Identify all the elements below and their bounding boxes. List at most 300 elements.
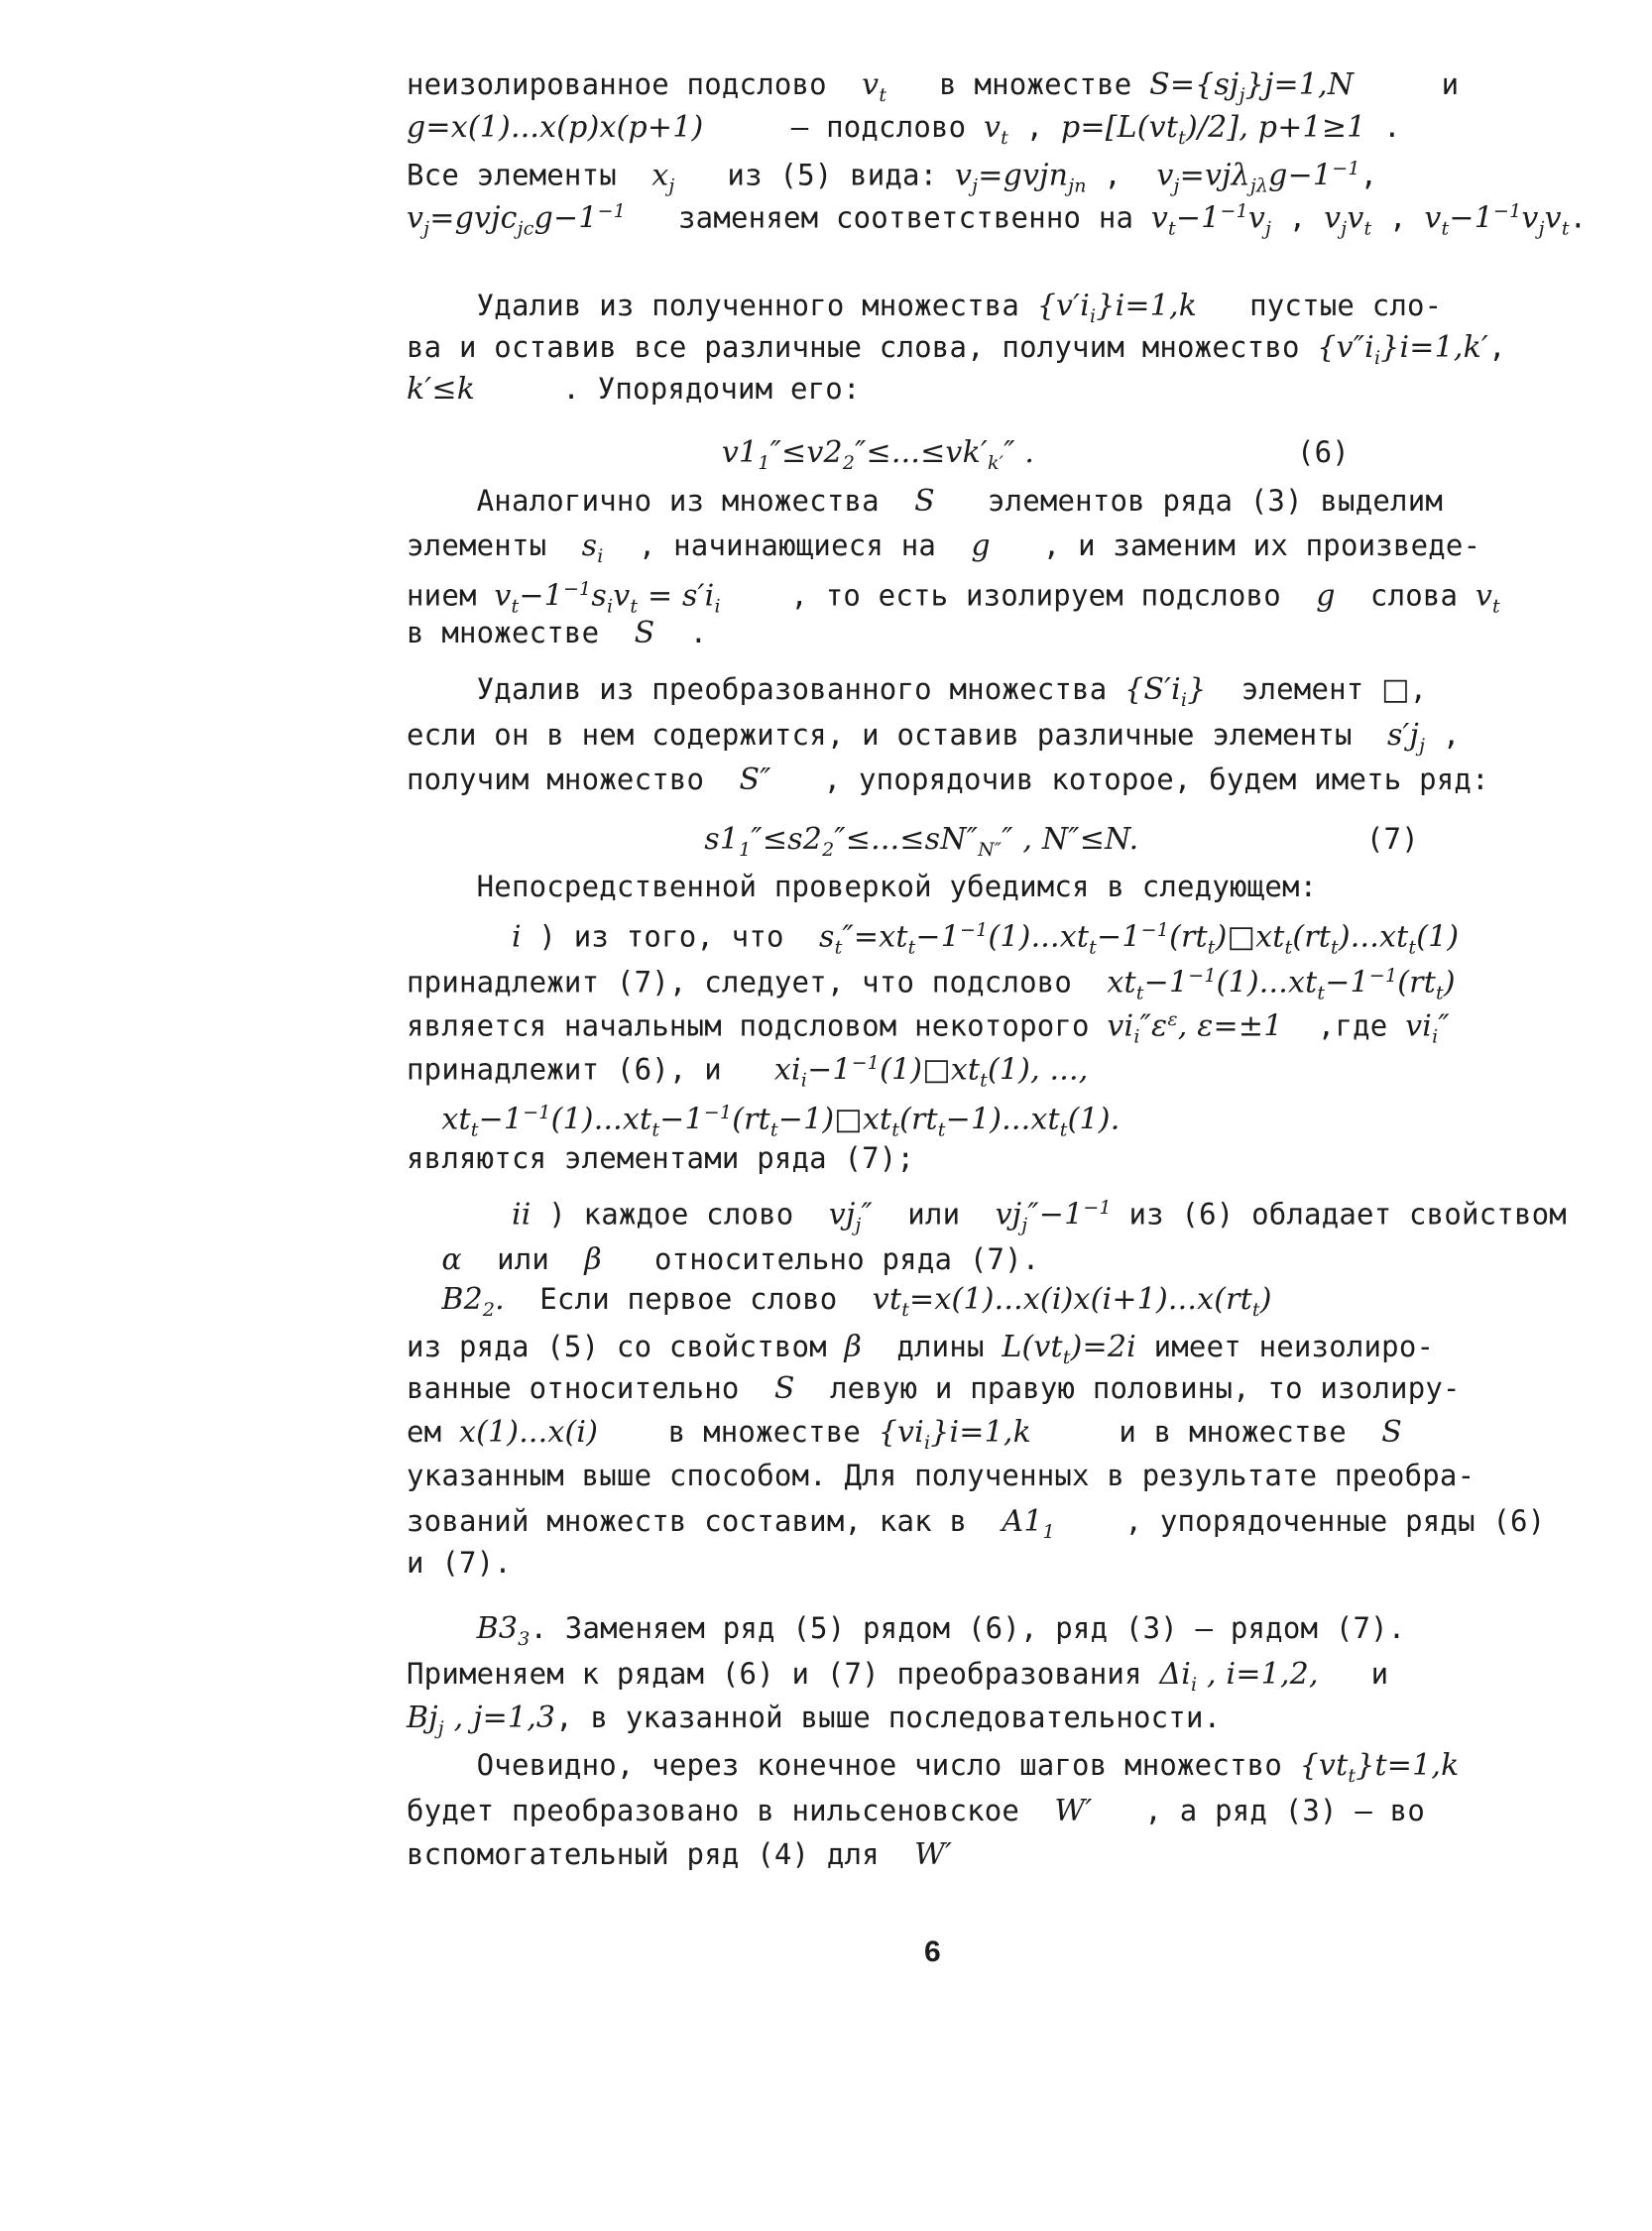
text-fragment bbox=[407, 1198, 512, 1232]
text-fragment: , упорядоченные ряды (6) bbox=[1054, 1504, 1546, 1538]
formula-fragment: (1), ..., bbox=[987, 1052, 1089, 1088]
text-fragment: , bbox=[1488, 330, 1506, 364]
subscript: t bbox=[907, 936, 916, 959]
subscript: t bbox=[1331, 936, 1339, 959]
formula-fragment: ″ bbox=[1139, 1008, 1152, 1044]
formula-fragment: j bbox=[1409, 718, 1420, 753]
text-fragment: и bbox=[1354, 67, 1460, 101]
text-fragment: пустые сло- bbox=[1197, 289, 1443, 322]
formula-fragment: v bbox=[407, 200, 424, 236]
text-fragment: . bbox=[654, 616, 708, 649]
text-fragment: из (6) обладает свойством bbox=[1111, 1197, 1567, 1232]
subscript: t bbox=[1168, 217, 1176, 240]
formula-fragment: j bbox=[1011, 1197, 1022, 1233]
formula-fragment: ″ bbox=[1027, 1197, 1039, 1233]
text-fragment: относительно ряда (7). bbox=[601, 1242, 1040, 1276]
formula-fragment: (r bbox=[732, 1102, 759, 1137]
superscript: −1 bbox=[1188, 965, 1217, 987]
formula-fragment: −1 bbox=[1175, 200, 1221, 236]
subscript: 3 bbox=[518, 1627, 531, 1650]
formula-fragment: t bbox=[895, 919, 908, 955]
formula-fragment: i bbox=[704, 578, 715, 614]
formula-fragment: −1 bbox=[519, 578, 563, 614]
subscript: i bbox=[1133, 1025, 1140, 1048]
text-line bbox=[407, 1138, 914, 1178]
subscript: t bbox=[1435, 982, 1444, 1004]
subscript: t bbox=[1089, 936, 1098, 959]
formula-fragment: =gv bbox=[429, 200, 492, 236]
subscript: j bbox=[437, 1716, 444, 1739]
text-line bbox=[407, 1543, 512, 1583]
formula-fragment: = s′ bbox=[638, 578, 705, 614]
formula-fragment: }i=1,k bbox=[1096, 289, 1198, 323]
formula-fragment: 2 bbox=[823, 435, 843, 470]
text-fragment: получим множество bbox=[407, 763, 740, 796]
formula-fragment: v bbox=[995, 1197, 1012, 1233]
formula-fragment: S bbox=[1381, 1415, 1403, 1450]
text-fragment: ва и оставив все различные слова, получим множество bbox=[407, 330, 1318, 364]
formula-fragment: (1)...x bbox=[1216, 965, 1306, 1000]
text-fragment: вспомогательный ряд (4) для bbox=[407, 1837, 915, 1871]
text-fragment: . bbox=[1365, 110, 1401, 144]
subscript: t bbox=[630, 595, 639, 618]
subscript: t bbox=[1348, 1764, 1357, 1787]
subscript: t bbox=[651, 1118, 660, 1141]
formula-fragment: (1)...x bbox=[988, 919, 1077, 955]
formula-fragment: 1 bbox=[1023, 1504, 1043, 1539]
text-fragment: в множестве bbox=[886, 67, 1150, 101]
formula-fragment: ″≤...≤s bbox=[834, 822, 941, 857]
formula-fragment: , j=1,3 bbox=[443, 1701, 556, 1735]
formula-fragment: ″≤...≤v bbox=[855, 435, 963, 470]
text-fragment: заменяем соответственно на bbox=[626, 200, 1151, 235]
formula-fragment: −1 bbox=[478, 1102, 524, 1137]
subscript: j bbox=[1173, 175, 1180, 197]
superscript: −1 bbox=[1220, 200, 1248, 222]
formula-fragment: v bbox=[1544, 200, 1562, 236]
superscript: ε bbox=[1167, 1008, 1178, 1030]
text-fragment: если он в нем содержится, и оставив различные элементы bbox=[407, 718, 1387, 752]
text-fragment: является начальным подсловом некоторого bbox=[407, 1008, 1108, 1043]
subscript: t bbox=[879, 83, 887, 106]
text-line bbox=[407, 1791, 1425, 1831]
formula-fragment: v bbox=[955, 158, 973, 193]
text-fragment: в множестве bbox=[407, 616, 635, 649]
subscript: t bbox=[1062, 1346, 1071, 1368]
formula-fragment: ″≤v bbox=[769, 435, 824, 470]
subscript: N″ bbox=[978, 838, 1003, 861]
formula-fragment: jλ bbox=[1222, 158, 1250, 193]
text-fragment: левую и правую половины, то изолиру- bbox=[794, 1371, 1461, 1405]
formula-fragment: t bbox=[1123, 965, 1136, 1000]
formula-fragment: B bbox=[476, 1611, 499, 1646]
subscript: 2 bbox=[842, 451, 856, 474]
text-fragment: длины bbox=[862, 1330, 1003, 1363]
text-line bbox=[407, 613, 707, 653]
formula-fragment: s bbox=[704, 822, 720, 857]
formula-fragment: i bbox=[1181, 1657, 1192, 1692]
subscript: i bbox=[1373, 346, 1381, 369]
formula-fragment: t bbox=[1165, 110, 1179, 145]
subscript: t bbox=[1408, 936, 1417, 959]
superscript: −1 bbox=[1492, 200, 1522, 222]
superscript: −1 bbox=[597, 200, 627, 222]
formula-fragment: g bbox=[533, 200, 553, 236]
text-fragment: будет преобразовано в нильсеновское bbox=[407, 1794, 1055, 1827]
formula-fragment: −1 bbox=[807, 1052, 852, 1088]
formula-fragment: i bbox=[914, 1415, 924, 1450]
superscript: −1 bbox=[703, 1102, 733, 1123]
formula-fragment: t bbox=[1336, 1748, 1349, 1783]
text-fragment: нием bbox=[407, 578, 495, 613]
text-line bbox=[407, 1279, 1272, 1330]
formula-fragment: jc bbox=[491, 200, 518, 236]
subscript: i bbox=[1191, 1673, 1198, 1696]
formula-fragment: p=[L(v bbox=[1061, 110, 1166, 145]
text-line bbox=[407, 1456, 1475, 1495]
text-fragment: . Заменяем ряд (5) рядом (6), ряд (3) – рядом (7). bbox=[530, 1611, 1406, 1645]
formula-fragment: t bbox=[458, 1102, 471, 1137]
text-fragment: , bbox=[1425, 718, 1461, 752]
formula-fragment: k′≤k bbox=[407, 372, 476, 407]
formula-fragment: k′ bbox=[962, 435, 988, 470]
text-fragment: – подслово bbox=[703, 110, 985, 144]
text-line bbox=[407, 481, 1443, 522]
text-fragment: из ряда (5) со свойством bbox=[407, 1330, 845, 1363]
subscript: 1 bbox=[739, 838, 752, 861]
text-fragment bbox=[407, 822, 704, 856]
formula-fragment: (1). bbox=[1067, 1102, 1121, 1137]
text-fragment bbox=[407, 435, 722, 469]
formula-fragment: β bbox=[844, 1330, 863, 1364]
text-fragment: принадлежит (7), следует, что подслово bbox=[407, 965, 1108, 999]
subscript: j bbox=[1239, 83, 1245, 106]
formula-fragment: L(v bbox=[1002, 1330, 1051, 1364]
text-fragment: , bbox=[1271, 200, 1325, 235]
formula-fragment: 1 bbox=[719, 822, 740, 857]
formula-fragment: ″≤s bbox=[751, 822, 803, 857]
text-fragment: Если первое слово bbox=[504, 1282, 873, 1316]
subscript: j bbox=[855, 1214, 862, 1236]
formula-fragment: x(1)...x(i) bbox=[458, 1415, 599, 1450]
formula-fragment: −1 bbox=[1287, 158, 1333, 193]
text-line bbox=[407, 1043, 1089, 1100]
subscript: t bbox=[1317, 982, 1326, 1004]
text-fragment: ,где bbox=[1282, 1008, 1406, 1043]
formula-fragment: i bbox=[1080, 289, 1090, 323]
formula-fragment: t bbox=[758, 1102, 770, 1137]
formula-fragment: t bbox=[1195, 919, 1208, 955]
text-fragment: Очевидно, через конечное число шагов множество bbox=[407, 1748, 1300, 1782]
text-line bbox=[407, 1368, 1461, 1409]
formula-fragment: )□x bbox=[1215, 919, 1273, 955]
superscript: −1 bbox=[1083, 1197, 1112, 1219]
formula-fragment: , i=1,2, bbox=[1197, 1657, 1319, 1692]
formula-fragment: S bbox=[634, 616, 655, 650]
formula-fragment: )...x bbox=[1338, 919, 1397, 955]
formula-fragment: g=x(1)...x(p)x(p+1) bbox=[407, 110, 704, 145]
subscript: t bbox=[901, 1298, 910, 1321]
formula-fragment: S bbox=[914, 484, 935, 519]
formula-fragment: v bbox=[1475, 578, 1493, 614]
subscript: t bbox=[937, 1118, 946, 1141]
superscript: −1 bbox=[562, 578, 592, 600]
formula-fragment: v bbox=[494, 578, 512, 614]
text-fragment: принадлежит (6), и bbox=[407, 1052, 774, 1087]
text-fragment: ем bbox=[407, 1415, 459, 1449]
subscript: j bbox=[1021, 1214, 1028, 1236]
text-fragment: . Упорядочим его: bbox=[475, 372, 861, 406]
text-fragment: , в указанной выше последовательности. bbox=[555, 1701, 1222, 1734]
formula-fragment: (1)...x bbox=[550, 1102, 641, 1137]
subscript: t bbox=[1492, 595, 1500, 618]
subscript: j bbox=[972, 175, 979, 197]
text-fragment: слова bbox=[1335, 578, 1475, 613]
formula-fragment: x bbox=[441, 1102, 459, 1137]
formula-fragment: v bbox=[613, 578, 631, 614]
formula-fragment: N″ bbox=[940, 822, 979, 857]
formula-fragment: v bbox=[872, 1282, 889, 1317]
formula-fragment: j bbox=[845, 1197, 856, 1233]
subscript: j bbox=[1265, 217, 1272, 240]
formula-fragment: Δ bbox=[1159, 1657, 1182, 1692]
superscript: −1 bbox=[960, 919, 989, 941]
text-line bbox=[407, 1239, 1039, 1280]
text-fragment: или bbox=[461, 1242, 585, 1276]
subscript: t bbox=[1284, 936, 1293, 959]
formula-fragment: −1 bbox=[1449, 200, 1493, 236]
formula-fragment: 3 bbox=[498, 1611, 519, 1646]
subscript: i bbox=[1090, 304, 1097, 327]
text-fragment: неизолированное подслово bbox=[407, 67, 863, 101]
formula-fragment: {S′ bbox=[1124, 672, 1172, 707]
formula-fragment: (1)□x bbox=[880, 1052, 968, 1088]
superscript: −1 bbox=[523, 1102, 551, 1123]
text-line bbox=[407, 867, 1317, 906]
formula-fragment: s bbox=[591, 578, 607, 614]
text-fragment: и bbox=[1318, 1657, 1389, 1691]
text-fragment: , и заменим их произведе- bbox=[990, 528, 1481, 562]
formula-fragment: t bbox=[967, 1052, 981, 1088]
formula-fragment: β bbox=[584, 1242, 602, 1277]
formula-fragment: B bbox=[407, 1701, 429, 1735]
formula-fragment: ii bbox=[511, 1197, 531, 1233]
formula-fragment: }i=1,k bbox=[930, 1415, 1032, 1450]
formula-fragment: }j=1,N bbox=[1244, 67, 1355, 102]
superscript: −1 bbox=[1140, 919, 1170, 941]
text-line bbox=[407, 1608, 1405, 1659]
subscript: i bbox=[597, 544, 604, 567]
formula-fragment: , ε=±1 bbox=[1177, 1008, 1283, 1044]
formula-fragment: ″ , N″≤N. bbox=[1002, 822, 1139, 857]
text-fragment: , bbox=[1409, 672, 1428, 706]
subscript: j bbox=[668, 175, 675, 197]
formula-fragment: W′ bbox=[914, 1837, 953, 1872]
formula-fragment: g bbox=[971, 528, 991, 563]
formula-fragment: s bbox=[818, 919, 835, 955]
subscript: jn bbox=[1068, 175, 1087, 197]
formula-fragment: i bbox=[1364, 330, 1374, 365]
text-fragment: Удалив из преобразованного множества bbox=[407, 672, 1125, 706]
text-fragment: являются элементами ряда (7); bbox=[407, 1141, 915, 1175]
formula-fragment: i bbox=[1422, 1008, 1433, 1044]
text-fragment: имеет неизолиро- bbox=[1135, 1330, 1435, 1363]
formula-fragment: =gv bbox=[978, 158, 1040, 193]
text-line bbox=[407, 1188, 1567, 1244]
text-fragment: , bbox=[1086, 158, 1157, 192]
formula-fragment: t bbox=[640, 1102, 652, 1137]
text-line bbox=[407, 432, 1350, 483]
text-fragment: из (5) вида: bbox=[674, 158, 956, 192]
formula-fragment: j bbox=[1230, 67, 1239, 102]
formula-fragment: S={s bbox=[1149, 67, 1231, 102]
subscript: t bbox=[980, 1069, 988, 1092]
formula-fragment: 1 bbox=[739, 435, 759, 470]
formula-fragment: g bbox=[1316, 578, 1336, 614]
subscript: i bbox=[606, 595, 614, 618]
text-fragment: указанным выше способом. Для полученных в результате преобра- bbox=[407, 1459, 1475, 1492]
formula-fragment: i bbox=[511, 919, 522, 955]
formula-fragment: 2 bbox=[802, 822, 823, 857]
formula-fragment: v bbox=[1247, 200, 1266, 236]
subscript: i bbox=[923, 1431, 931, 1454]
formula-fragment: v bbox=[1324, 200, 1342, 236]
formula-fragment: t bbox=[1318, 919, 1332, 955]
subscript: i bbox=[800, 1069, 808, 1092]
superscript: −1 bbox=[1368, 965, 1398, 987]
formula-fragment: −1 bbox=[1325, 965, 1369, 1000]
formula-fragment: −1 bbox=[659, 1102, 704, 1137]
formula-fragment: (r bbox=[1292, 919, 1319, 955]
formula-fragment: i bbox=[1171, 672, 1181, 707]
formula-fragment: t bbox=[1305, 965, 1318, 1000]
subscript: t bbox=[1207, 936, 1216, 959]
formula-fragment: −1)...x bbox=[945, 1102, 1048, 1137]
subscript: i bbox=[714, 595, 721, 618]
formula-fragment: −1 bbox=[1143, 965, 1189, 1000]
formula-fragment: }t=1,k bbox=[1356, 1748, 1460, 1783]
formula-fragment: v bbox=[984, 110, 1002, 145]
text-line bbox=[407, 715, 1460, 765]
subscript: t bbox=[1363, 217, 1372, 240]
subscript: t bbox=[1059, 1118, 1068, 1141]
text-line bbox=[407, 369, 861, 410]
subscript: 2 bbox=[482, 1298, 496, 1321]
text-fragment: , bbox=[1371, 200, 1425, 235]
formula-fragment: =v bbox=[1179, 158, 1223, 193]
text-fragment bbox=[407, 1103, 441, 1136]
formula-fragment: ) bbox=[1259, 1282, 1272, 1317]
subscript: t bbox=[511, 595, 520, 618]
subscript: t bbox=[834, 936, 843, 959]
formula-fragment: (r bbox=[1397, 965, 1424, 1000]
formula-fragment: v bbox=[1424, 200, 1442, 236]
formula-fragment: (r bbox=[1169, 919, 1196, 955]
text-fragment: Удалив из полученного множества bbox=[407, 289, 1037, 322]
formula-fragment: x bbox=[651, 158, 669, 193]
formula-fragment: −1)□x bbox=[777, 1102, 880, 1137]
subscript: t bbox=[470, 1118, 479, 1141]
formula-fragment: v bbox=[1521, 200, 1539, 236]
formula-fragment: ″ bbox=[861, 1197, 873, 1233]
superscript: −1 bbox=[1332, 158, 1360, 179]
text-fragment: (7) bbox=[1138, 822, 1419, 856]
text-fragment: в множестве bbox=[598, 1415, 879, 1449]
text-line bbox=[407, 1834, 952, 1875]
formula-fragment: x bbox=[773, 1052, 791, 1088]
subscript: i bbox=[1180, 688, 1188, 711]
text-fragment: и в множестве bbox=[1031, 1415, 1382, 1449]
formula-fragment: )=2i bbox=[1070, 1330, 1136, 1364]
text-fragment: , упорядочив которое, будем иметь ряд: bbox=[770, 763, 1489, 796]
subscript: jc bbox=[517, 217, 534, 240]
subscript: t bbox=[1251, 1298, 1260, 1321]
text-fragment: элемент bbox=[1206, 672, 1382, 706]
formula-fragment: i bbox=[1123, 1008, 1134, 1044]
formula-fragment: S″ bbox=[739, 763, 771, 797]
formula-fragment: t bbox=[1076, 919, 1090, 955]
text-fragment bbox=[407, 1242, 441, 1276]
formula-fragment: s bbox=[581, 528, 598, 563]
formula-fragment: t bbox=[1423, 965, 1436, 1000]
text-fragment: , а ряд (3) – во bbox=[1092, 1794, 1425, 1827]
formula-fragment: v bbox=[828, 1197, 846, 1233]
formula-fragment: −1 bbox=[1097, 919, 1141, 955]
formula-fragment: {v″ bbox=[1317, 330, 1365, 365]
text-fragment bbox=[407, 1611, 477, 1645]
superscript: −1 bbox=[851, 1052, 881, 1074]
text-line bbox=[407, 1501, 1545, 1552]
subscript: t bbox=[1178, 126, 1186, 149]
formula-fragment: x bbox=[1107, 965, 1124, 1000]
formula-fragment: }i=1,k′ bbox=[1380, 330, 1489, 365]
subscript: t bbox=[769, 1118, 778, 1141]
formula-fragment: α bbox=[441, 1242, 462, 1277]
formula-fragment: =x(1)...x(i)x(i+1)...x(r bbox=[909, 1282, 1240, 1317]
formula-fragment: v bbox=[862, 67, 880, 102]
formula-fragment: j bbox=[428, 1701, 438, 1735]
formula-fragment: i bbox=[790, 1052, 801, 1088]
formula-fragment: {v bbox=[878, 1415, 915, 1450]
text-fragment: Непосредственной проверкой убедимся в следующем: bbox=[407, 870, 1318, 903]
formula-fragment: v bbox=[1405, 1008, 1423, 1044]
text-fragment: элементов ряда (3) выделим bbox=[934, 484, 1444, 518]
formula-fragment: {v′ bbox=[1036, 289, 1081, 323]
formula-fragment: {v bbox=[1299, 1748, 1337, 1783]
text-line bbox=[407, 1745, 1459, 1796]
text-fragment: Аналогично из множества bbox=[407, 484, 915, 518]
subscript: t bbox=[891, 1118, 900, 1141]
formula-fragment: t bbox=[1050, 1330, 1063, 1364]
subscript: jλ bbox=[1249, 175, 1269, 197]
text-fragment: (6) bbox=[1034, 435, 1350, 469]
text-fragment: ) из того, что bbox=[521, 919, 819, 954]
formula-fragment: 2 bbox=[463, 1282, 483, 1317]
text-fragment: . bbox=[1569, 200, 1588, 235]
subscript: t bbox=[1561, 217, 1570, 240]
page-number: 6 bbox=[924, 1936, 941, 1968]
formula-fragment: t bbox=[879, 1102, 892, 1137]
subscript: j bbox=[1419, 734, 1426, 757]
text-fragment: ванные относительно bbox=[407, 1371, 774, 1405]
formula-fragment: t bbox=[1239, 1282, 1252, 1317]
formula-fragment: jn bbox=[1039, 158, 1069, 193]
text-line bbox=[407, 1698, 1221, 1748]
formula-fragment: )/2], p+1≥1 bbox=[1185, 110, 1366, 145]
subscript: 2 bbox=[822, 838, 835, 861]
formula-fragment: t bbox=[1396, 919, 1409, 955]
formula-fragment: ″ bbox=[1438, 1008, 1450, 1044]
